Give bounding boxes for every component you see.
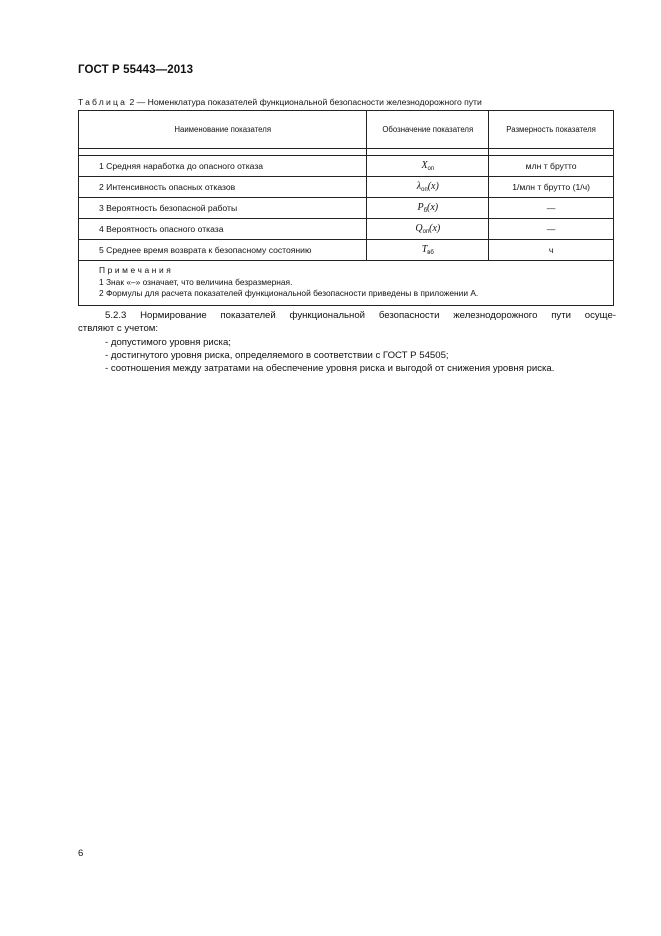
- list-item: - допустимого уровня риска;: [105, 336, 231, 348]
- indicator-unit: ч: [489, 240, 614, 261]
- note-item: 1 Знак «–» означает, что величина безразмерная.: [99, 276, 293, 287]
- table-caption-text: 2 — Номенклатура показателей функциональной безопасности железнодорожного пути: [129, 97, 482, 107]
- table-row: [79, 177, 614, 198]
- indicator-unit: —: [489, 198, 614, 219]
- notes-title: Примечания: [99, 265, 174, 275]
- indicator-symbol: $X_{оп}$: [367, 156, 489, 177]
- table-caption-label: Таблица: [78, 97, 128, 107]
- indicator-name: 3 Вероятность безопасной работы: [79, 198, 367, 219]
- indicator-symbol: $Q_{оп}(x)$: [367, 219, 489, 240]
- indicator-symbol: $\lambda_{оп}(x)$: [367, 177, 489, 198]
- indicator-unit: 1/млн т брутто (1/ч): [489, 177, 614, 198]
- column-header-symbol: Обозначение показателя: [367, 111, 489, 149]
- indicator-symbol: $T_{вб}$: [367, 240, 489, 261]
- indicator-name: 1 Средняя наработка до опасного отказа: [79, 156, 367, 177]
- table-row: [79, 198, 614, 219]
- indicator-name: 2 Интенсивность опасных отказов: [79, 177, 367, 198]
- indicator-name: 5 Среднее время возврата к безопасному состоянию: [79, 240, 367, 261]
- paragraph-line-2: ствляют с учетом:: [78, 323, 159, 335]
- table-spacer-row: [79, 149, 614, 156]
- table-row: [79, 156, 614, 177]
- note-item: 2 Формулы для расчета показателей функциональной безопасности приведены в приложении А.: [99, 288, 479, 298]
- paragraph-line-1: 5.2.3 Нормирование показателей функциональной безопасности железнодорожного пути осуще-: [105, 310, 616, 321]
- indicators-table: [78, 110, 614, 306]
- table-caption: [78, 97, 482, 107]
- indicator-name: 4 Вероятность опасного отказа: [79, 219, 367, 240]
- document-header: ГОСТ Р 55443—2013: [78, 64, 194, 76]
- section-paragraph: [78, 309, 616, 375]
- table-row: [79, 240, 614, 261]
- list-item: - соотношения между затратами на обеспечение уровня риска и выгодой от снижения уровня риска.: [105, 363, 555, 375]
- table-row: [79, 219, 614, 240]
- column-header-unit: Размерность показателя: [489, 111, 614, 149]
- list-item: - достигнутого уровня риска, определяемого в соответствии с ГОСТ Р 54505;: [105, 349, 449, 361]
- indicator-symbol: $P_б(x)$: [367, 198, 489, 219]
- table-header-row: [79, 111, 614, 149]
- indicator-unit: млн т брутто: [489, 156, 614, 177]
- page-number: 6: [78, 848, 84, 859]
- indicator-unit: —: [489, 219, 614, 240]
- table-notes: [79, 261, 614, 306]
- table-notes-row: [79, 261, 614, 306]
- column-header-name: Наименование показателя: [79, 111, 367, 149]
